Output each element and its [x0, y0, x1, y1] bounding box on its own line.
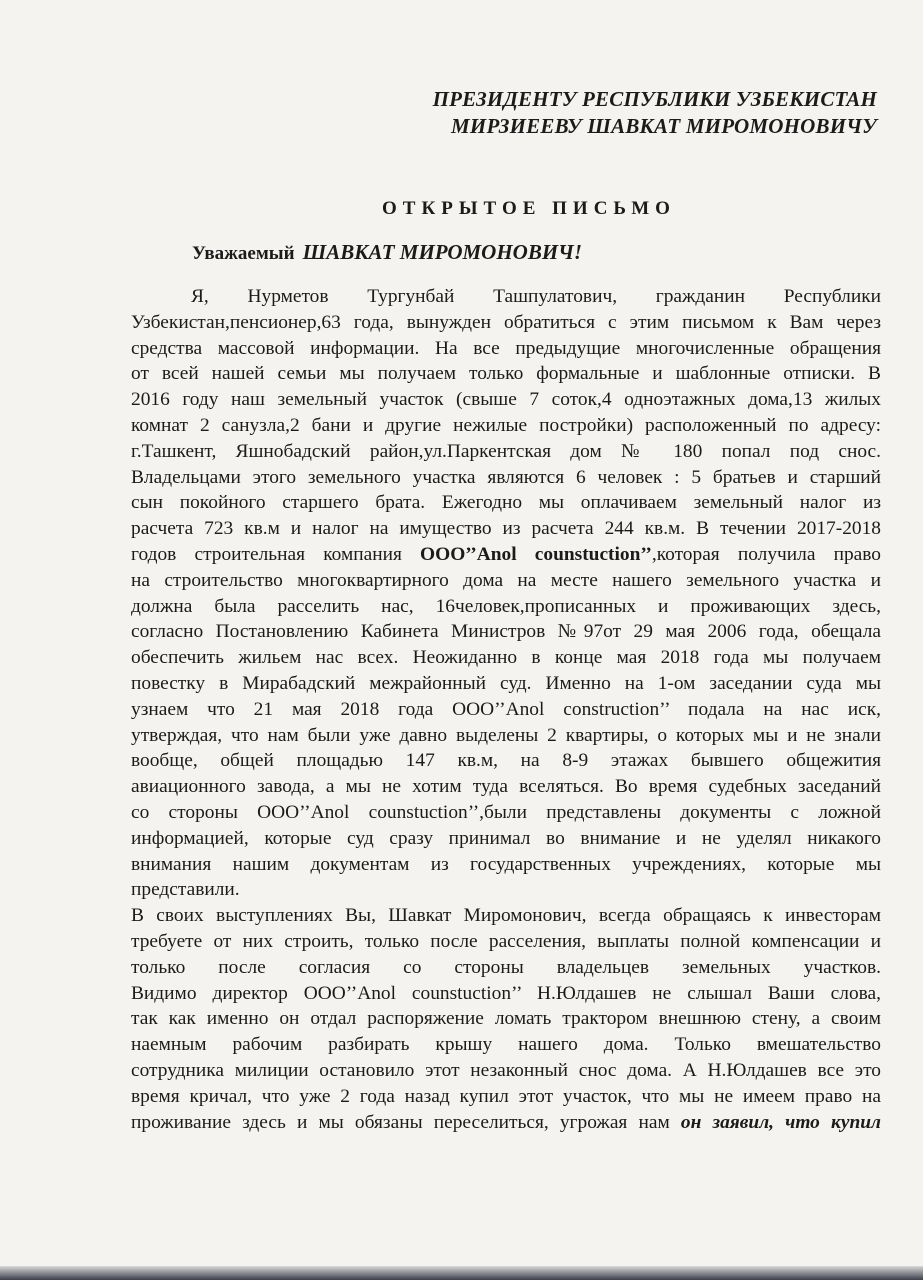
body-line: расчета 723 кв.м и налог на имущество из расчета 244 кв.м. В течении 2017-2018	[131, 518, 881, 540]
greeting	[192, 240, 582, 265]
body-line: требуете от них строить, только после расселения, выплаты полной компенсации и	[131, 930, 881, 952]
body-line: только после согласия со стороны владельцев земельных участков.	[131, 956, 881, 978]
body-line: представили.	[131, 879, 240, 901]
body-line: согласно Постановлению Кабинета Министров №97от 29 мая 2006 года, обещала	[131, 621, 881, 643]
scan-bottom-edge	[0, 1266, 923, 1280]
body-line: Видимо директор ООО’’Anol counstuction’’ Н.Юлдашев не слышал Ваши слова,	[131, 982, 881, 1004]
addressee-line-1: ПРЕЗИДЕНТУ РЕСПУБЛИКИ УЗБЕКИСТАН	[432, 87, 877, 111]
body-line: 2016 году наш земельный участок (свыше 7 соток,4 одноэтажных дома,13 жилых	[131, 389, 881, 411]
letter-body	[131, 284, 881, 1135]
body-line: обеспечить жильем нас всех. Неожиданно в конце мая 2018 года мы получаем	[131, 647, 881, 669]
body-line: В своих выступлениях Вы, Шавкат Миромонович, всегда обращаясь к инвесторам	[131, 905, 881, 927]
body-line: г.Ташкент, Яшнобадский район,ул.Паркентская дом № 180 попал под снос.	[131, 440, 881, 462]
company-line-after: ,которая получила право	[651, 543, 881, 565]
addressee-line-2: МИРЗИЕЕВУ ШАВКАТ МИРОМОНОВИЧУ	[451, 114, 877, 138]
company-line-before: годов строительная компания	[131, 543, 402, 565]
body-line-company	[131, 542, 881, 568]
body-line: сын покойного старшего брата. Ежегодно мы оплачиваем земельный налог из	[131, 492, 881, 514]
addressee-block	[433, 86, 877, 140]
body-line: Владельцами этого земельного участка являются 6 человек : 5 братьев и старший	[131, 466, 881, 488]
body-line: так как именно он отдал распоряжение ломать трактором внешнюю стену, а своим	[131, 1008, 881, 1030]
body-line: должна была расселить нас, 16человек,прописанных и проживающих здесь,	[131, 595, 881, 617]
body-line: Я, Нурметов Тургунбай Ташпулатович, гражданин Республики	[191, 286, 881, 307]
body-line-final	[131, 1110, 881, 1136]
body-line: повестку в Мирабадский межрайонный суд. Именно на 1-ом заседании суда мы	[131, 672, 881, 694]
final-line-before: проживание здесь и мы обязаны переселиться, угрожая нам	[131, 1111, 670, 1133]
body-line: комнат 2 санузла,2 бани и другие нежилые постройки) расположенный по адресу:	[131, 414, 881, 436]
body-line: авиационного завода, а мы не хотим туда вселяться. Во время судебных заседаний	[131, 776, 881, 798]
body-line: со стороны ООО’’Anol counstuction’’,были представлены документы с ложной	[131, 801, 881, 823]
body-line: информацией, которые суд сразу принимал во внимание и не уделял никакого	[131, 827, 881, 849]
body-line: Узбекистан,пенсионер,63 года, вынужден обратиться с этим письмом к Вам через	[131, 311, 881, 333]
body-line: средства массовой информации. На все предыдущие многочисленные обращения	[131, 337, 881, 359]
body-line: узнаем что 21 мая 2018 года ООО’’Anol construction’’ подала на нас иск,	[131, 698, 881, 720]
body-line: сотрудника милиции остановило этот незаконный снос дома. А Н.Юлдашев все это	[131, 1059, 881, 1081]
body-line: утверждая, что нам были уже давно выделены 2 квартиры, о которых мы и не знали	[131, 724, 881, 746]
body-line: время кричал, что уже 2 года назад купил этот участок, что мы не имеем право на	[131, 1085, 881, 1107]
body-line: вообще, общей площадью 147 кв.м, на 8-9 этажах бывшего общежития	[131, 750, 881, 772]
body-line: внимания нашим документам из государственных учреждениях, которые мы	[131, 853, 881, 875]
greeting-word: Уважаемый	[192, 243, 295, 264]
body-line: наемным рабочим разбирать крышу нашего дома. Только вмешательство	[131, 1034, 881, 1056]
greeting-name: ШАВКАТ МИРОМОНОВИЧ!	[302, 240, 583, 264]
body-line: от всей нашей семьи мы получаем только формальные и шаблонные отписки. В	[131, 363, 881, 385]
final-line-emphasis: он заявил, что купил	[680, 1111, 881, 1133]
company-name: ООО’’Anol counstuction’’	[420, 543, 652, 565]
body-line: на строительство многоквартирного дома на месте нашего земельного участка и	[131, 569, 881, 591]
letter-title: ОТКРЫТОЕ ПИСЬМО	[382, 198, 676, 219]
